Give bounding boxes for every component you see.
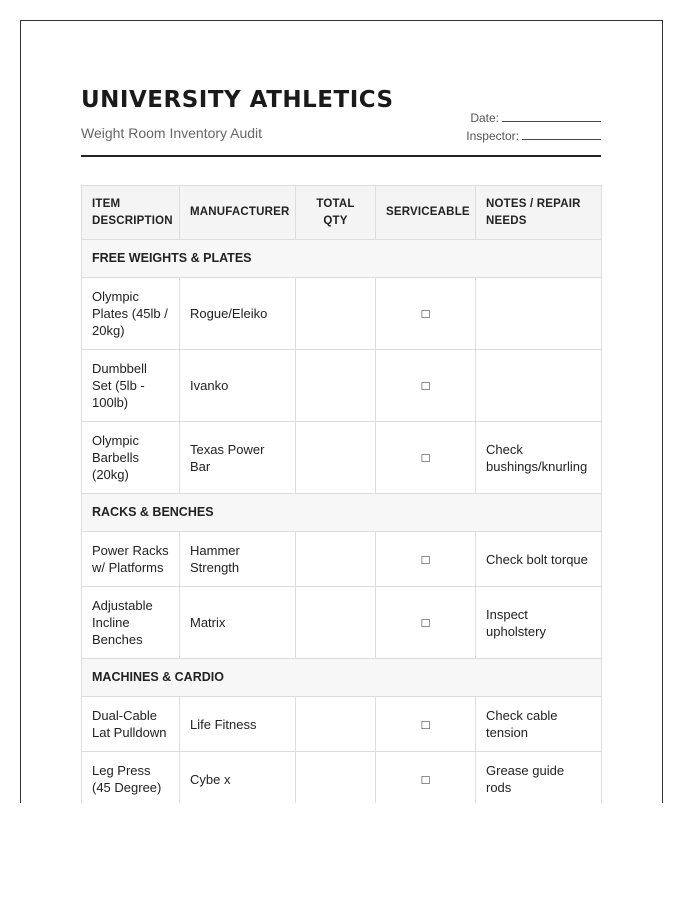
notes-cell[interactable]: Inspect upholstery — [476, 587, 602, 659]
column-header-notes: NOTES / REPAIR NEEDS — [476, 186, 602, 240]
document-page — [20, 20, 663, 803]
table-row — [82, 697, 602, 752]
item-cell: Dumbbell Set (5lb - 100lb) — [82, 350, 180, 422]
date-field[interactable] — [466, 109, 601, 127]
section-row — [82, 494, 602, 532]
qty-cell[interactable] — [296, 350, 376, 422]
item-cell: Adjustable Incline Benches — [82, 587, 180, 659]
document-header — [81, 87, 601, 157]
qty-cell[interactable] — [296, 752, 376, 804]
item-cell: Dual-Cable Lat Pulldown — [82, 697, 180, 752]
inspector-label: Inspector: — [466, 129, 519, 143]
manufacturer-cell: Matrix — [180, 587, 296, 659]
qty-cell[interactable] — [296, 532, 376, 587]
item-cell: Olympic Barbells (20kg) — [82, 422, 180, 494]
serviceable-checkbox[interactable]: □ — [421, 450, 430, 465]
qty-cell[interactable] — [296, 587, 376, 659]
serviceable-checkbox[interactable]: □ — [421, 378, 430, 393]
manufacturer-cell: Cybe x — [180, 752, 296, 804]
header-fields — [466, 109, 601, 145]
notes-cell[interactable]: Check cable tension — [476, 697, 602, 752]
section-title: FREE WEIGHTS & PLATES — [82, 240, 602, 278]
item-cell: Olympic Plates (45lb / 20kg) — [82, 278, 180, 350]
serviceable-cell[interactable] — [376, 587, 476, 659]
inventory-table — [81, 185, 602, 803]
notes-cell[interactable]: Check bushings/knurling — [476, 422, 602, 494]
section-title: MACHINES & CARDIO — [82, 659, 602, 697]
notes-cell[interactable]: Grease guide rods — [476, 752, 602, 804]
date-line[interactable] — [502, 111, 601, 122]
qty-cell[interactable] — [296, 422, 376, 494]
inspector-field[interactable] — [466, 127, 601, 145]
serviceable-cell[interactable] — [376, 752, 476, 804]
item-cell: Power Racks w/ Platforms — [82, 532, 180, 587]
qty-cell[interactable] — [296, 278, 376, 350]
document-title: UNIVERSITY ATHLETICS — [81, 87, 394, 113]
serviceable-checkbox[interactable]: □ — [421, 716, 430, 732]
manufacturer-cell: Rogue/Eleiko — [180, 278, 296, 350]
manufacturer-cell: Life Fitness — [180, 697, 296, 752]
notes-cell[interactable] — [476, 350, 602, 422]
serviceable-checkbox[interactable]: □ — [421, 551, 430, 567]
serviceable-cell[interactable] — [376, 697, 476, 752]
serviceable-cell[interactable] — [376, 422, 476, 494]
qty-cell[interactable] — [296, 697, 376, 752]
serviceable-cell[interactable] — [376, 350, 476, 422]
manufacturer-cell: Texas Power Bar — [180, 422, 296, 494]
section-title: RACKS & BENCHES — [82, 494, 602, 532]
serviceable-cell[interactable] — [376, 532, 476, 587]
notes-cell[interactable] — [476, 278, 602, 350]
section-row — [82, 240, 602, 278]
document-subtitle: Weight Room Inventory Audit — [81, 125, 263, 141]
date-label: Date: — [470, 111, 499, 125]
notes-cell[interactable]: Check bolt torque — [476, 532, 602, 587]
table-row — [82, 278, 602, 350]
serviceable-checkbox[interactable]: □ — [421, 306, 430, 321]
item-cell: Leg Press (45 Degree) — [82, 752, 180, 804]
table-row — [82, 752, 602, 804]
column-header-qty: TOTAL QTY — [296, 186, 376, 240]
section-row — [82, 659, 602, 697]
column-header-serviceable: SERVICEABLE — [376, 186, 476, 240]
table-row — [82, 350, 602, 422]
serviceable-checkbox[interactable]: □ — [421, 771, 430, 787]
table-header-row — [82, 186, 602, 240]
table-row — [82, 422, 602, 494]
table-row — [82, 532, 602, 587]
serviceable-checkbox[interactable]: □ — [421, 615, 430, 630]
inspector-line[interactable] — [522, 129, 601, 140]
manufacturer-cell: Ivanko — [180, 350, 296, 422]
serviceable-cell[interactable] — [376, 278, 476, 350]
table-row — [82, 587, 602, 659]
column-header-manufacturer: MANUFACTURER — [180, 186, 296, 240]
manufacturer-cell: Hammer Strength — [180, 532, 296, 587]
column-header-item: ITEM DESCRIPTION — [82, 186, 180, 240]
